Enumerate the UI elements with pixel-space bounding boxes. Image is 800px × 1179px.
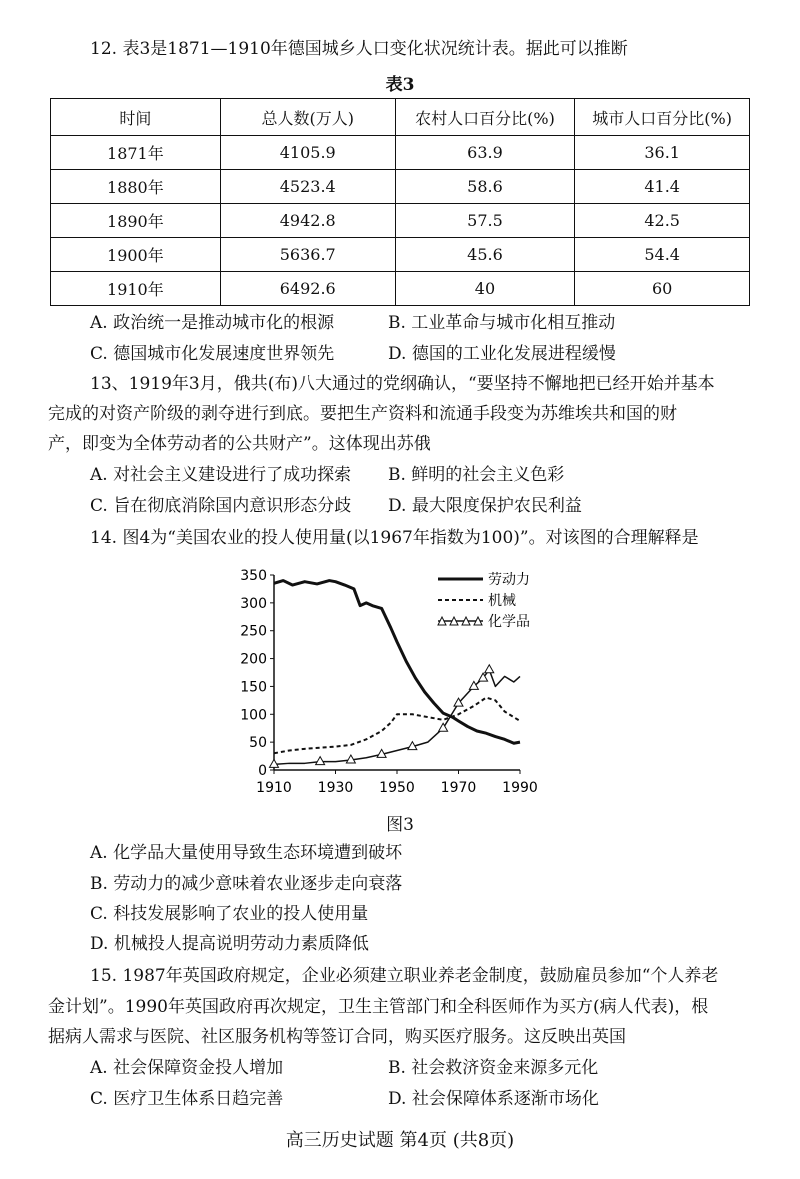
table-cell: 42.5 <box>575 204 750 238</box>
q14-stem: 14. 图4为“美国农业的投人使用量(以1967年指数为100)”。对该图的合理解释是 <box>90 528 699 548</box>
q13-option-b: B. 鲜明的社会主义色彩 <box>388 465 565 485</box>
y-tick-label: 250 <box>240 623 267 640</box>
y-tick-label: 150 <box>240 679 267 696</box>
legend-label-chemicals: 化学品 <box>488 614 530 630</box>
x-tick-label: 1930 <box>317 780 354 796</box>
table-row <box>51 238 750 272</box>
q15-stem-line-1: 15. 1987年英国政府规定，企业必须建立职业养老金制度，鼓励雇员参加“个人养老 <box>90 966 719 986</box>
q13-option-c: C. 旨在彻底消除国内意识形态分歧 <box>90 496 352 516</box>
x-tick-label: 1990 <box>502 780 538 796</box>
legend-label-machinery: 机械 <box>488 593 516 609</box>
table-cell: 41.4 <box>575 170 750 204</box>
figure-caption: 图3 <box>386 815 414 835</box>
table-cell: 6492.6 <box>220 272 395 306</box>
table-header-row <box>51 99 750 136</box>
table-row <box>51 272 750 306</box>
x-tick-label: 1950 <box>379 780 415 796</box>
header-cell: 总人数(万人) <box>220 99 395 136</box>
table-cell: 4105.9 <box>220 136 395 170</box>
q13-stem-line-1: 13、1919年3月，俄共(布)八大通过的党纲确认，“要坚持不懈地把已经开始并基本 <box>90 374 715 394</box>
chart-legend <box>438 571 530 630</box>
y-tick-label: 350 <box>240 568 267 584</box>
header-cell: 农村人口百分比(%) <box>395 99 575 136</box>
table-caption: 表3 <box>385 75 415 95</box>
q15-option-b: B. 社会救济资金来源多元化 <box>388 1058 599 1078</box>
table-cell: 58.6 <box>395 170 575 204</box>
table-cell: 60 <box>575 272 750 306</box>
q15-stem-line-3: 据病人需求与医院、社区服务机构等签订合同，购买医疗服务。这反映出英国 <box>48 1027 626 1047</box>
table-cell: 57.5 <box>395 204 575 238</box>
q15-stem-line-2: 金计划”。1990年英国政府再次规定，卫生主管部门和全科医师作为买方(病人代表)，根 <box>48 997 709 1017</box>
agri-input-chart <box>230 560 560 810</box>
x-tick-label: 1910 <box>256 780 292 796</box>
series-line-labor <box>274 581 520 744</box>
chemicals-data-point <box>485 665 494 673</box>
table-cell: 5636.7 <box>220 238 395 272</box>
q12-stem: 12. 表3是1871—1910年德国城乡人口变化状况统计表。据此可以推断 <box>90 39 628 59</box>
q14-option-a: A. 化学品大量使用导致生态环境遭到破坏 <box>90 843 403 863</box>
chart-series-layer <box>270 581 521 768</box>
table-cell: 1880年 <box>51 170 221 204</box>
chemicals-data-point <box>316 757 325 765</box>
q13-option-a: A. 对社会主义建设进行了成功探索 <box>90 465 352 485</box>
population-table <box>50 98 750 306</box>
legend-label-labor: 劳动力 <box>488 572 530 588</box>
table-row <box>51 204 750 238</box>
table-cell: 54.4 <box>575 238 750 272</box>
x-tick-label: 1970 <box>440 780 477 796</box>
y-tick-label: 300 <box>240 595 267 612</box>
q15-option-c: C. 医疗卫生体系日趋完善 <box>90 1089 284 1109</box>
q12-option-c: C. 德国城市化发展速度世界领先 <box>90 344 335 364</box>
q15-option-d: D. 社会保障体系逐渐市场化 <box>388 1089 599 1109</box>
q13-option-d: D. 最大限度保护农民利益 <box>388 496 582 516</box>
y-tick-label: 50 <box>249 735 267 752</box>
table-cell: 63.9 <box>395 136 575 170</box>
table-cell: 1890年 <box>51 204 221 238</box>
table-cell: 40 <box>395 272 575 306</box>
y-tick-label: 0 <box>258 763 267 779</box>
table-cell: 1900年 <box>51 238 221 272</box>
q15-option-a: A. 社会保障资金投人增加 <box>90 1058 284 1078</box>
series-line-chemicals <box>274 670 520 765</box>
q12-option-b: B. 工业革命与城市化相互推动 <box>388 313 616 333</box>
q14-option-d: D. 机械投人提高说明劳动力素质降低 <box>90 934 369 954</box>
q14-option-c: C. 科技发展影响了农业的投人使用量 <box>90 904 369 924</box>
series-line-machinery <box>274 698 520 754</box>
q12-option-d: D. 德国的工业化发展进程缓慢 <box>388 344 616 364</box>
table-cell: 4523.4 <box>220 170 395 204</box>
table-cell: 36.1 <box>575 136 750 170</box>
table-cell: 1871年 <box>51 136 221 170</box>
table-row <box>51 170 750 204</box>
y-tick-label: 200 <box>240 651 267 668</box>
chemicals-data-point <box>270 759 279 767</box>
table-row <box>51 136 750 170</box>
q12-option-a: A. 政治统一是推动城市化的根源 <box>90 313 335 333</box>
y-tick-label: 100 <box>240 707 267 724</box>
q13-stem-line-2: 完成的对资产阶级的剥夺进行到底。要把生产资料和流通手段变为苏维埃共和国的财 <box>48 404 677 424</box>
table-cell: 1910年 <box>51 272 221 306</box>
q14-option-b: B. 劳动力的减少意味着农业逐步走向衰落 <box>90 874 403 894</box>
table-cell: 4942.8 <box>220 204 395 238</box>
q13-stem-line-3: 产，即变为全体劳动者的公共财产”。这体现出苏俄 <box>48 434 431 454</box>
header-cell: 时间 <box>51 99 221 136</box>
page-footer: 高三历史试题 第4页 (共8页) <box>285 1130 515 1151</box>
table-cell: 45.6 <box>395 238 575 272</box>
header-cell: 城市人口百分比(%) <box>575 99 750 136</box>
